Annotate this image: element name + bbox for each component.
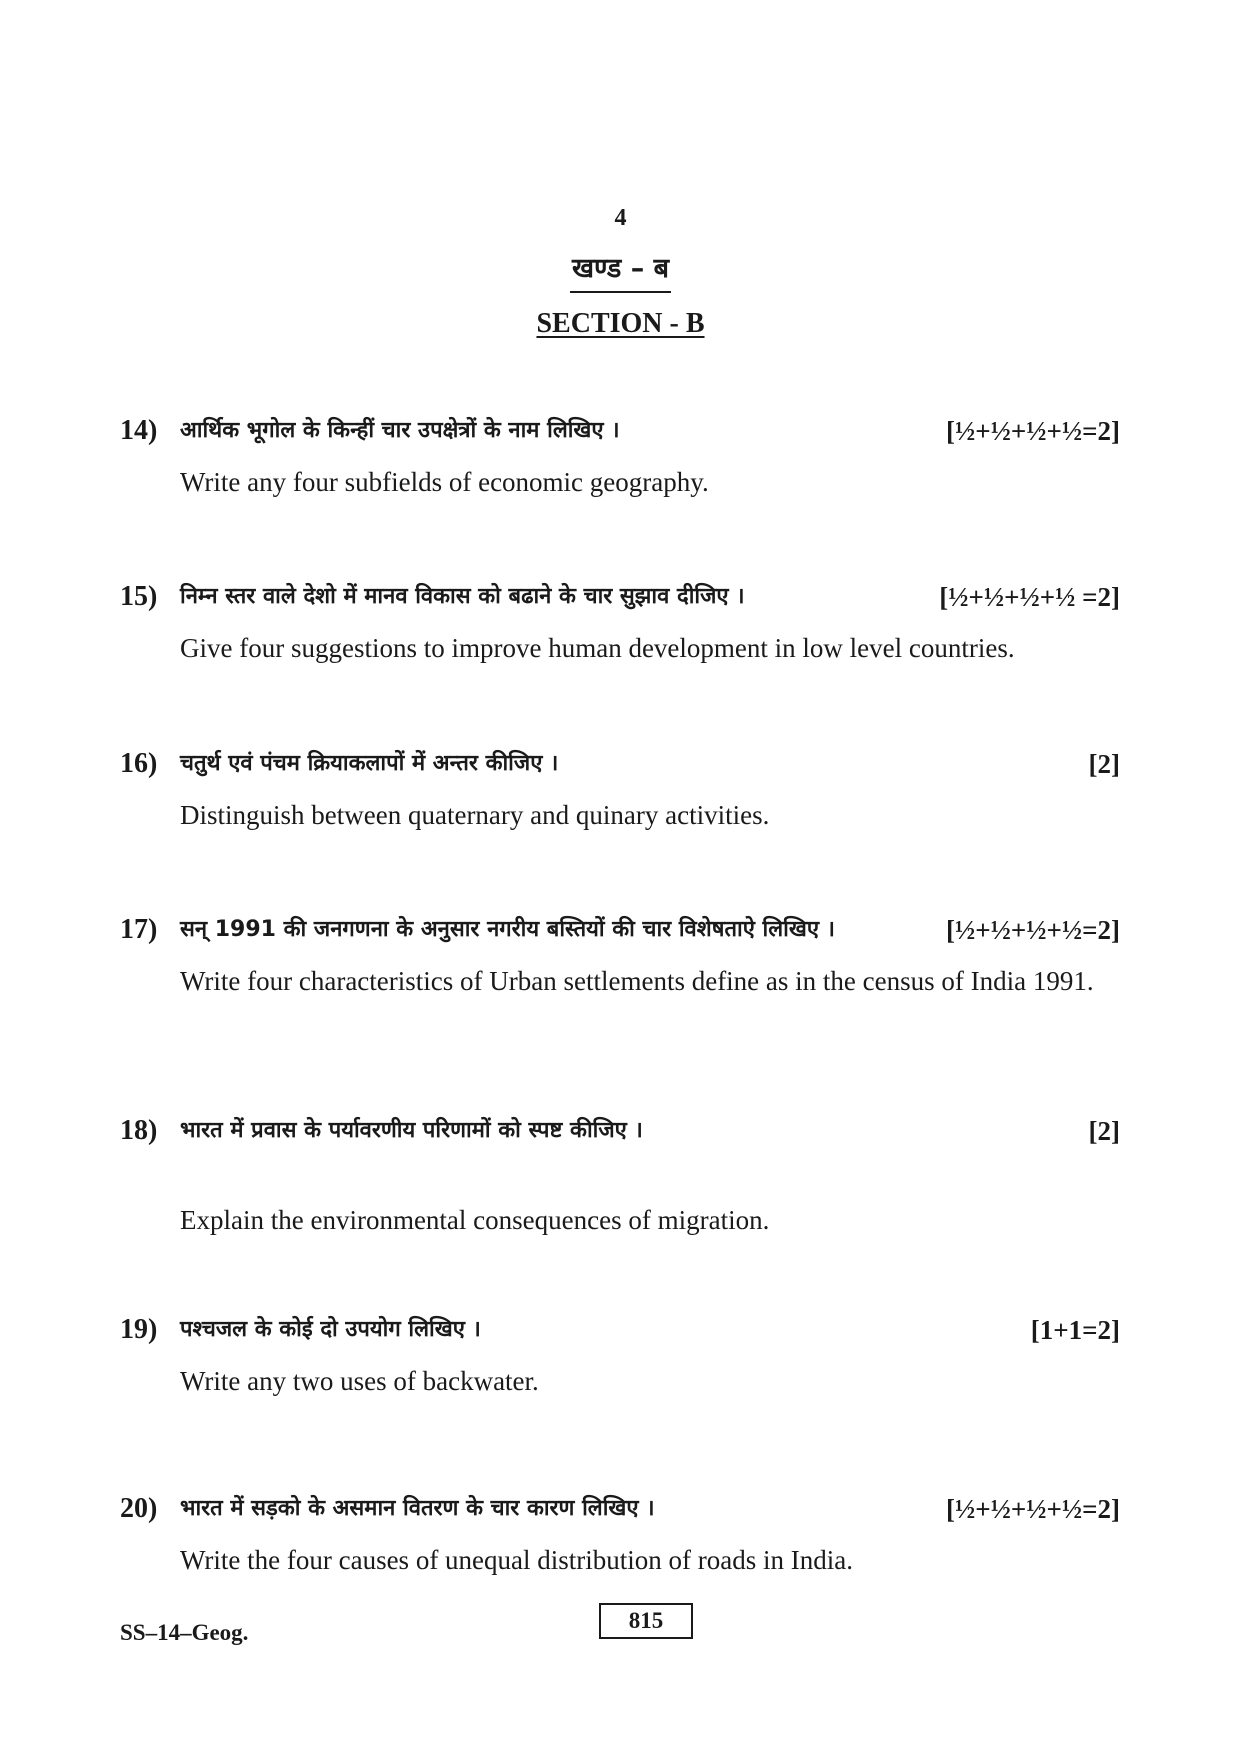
question-15 (120, 578, 1120, 666)
question-text-hindi: भारत में सड़को के असमान वितरण के चार कारण लिखिए । (180, 1496, 655, 1521)
question-14 (120, 412, 1120, 500)
question-text-hindi: सन् 1991 की जनगणना के अनुसार नगरीय बस्तियों की चार विशेषताऐ लिखिए । (180, 917, 835, 942)
question-text-hindi: निम्न स्तर वाले देशो में मानव विकास को बढाने के चार सुझाव दीजिए । (180, 584, 745, 609)
question-number: 17) (120, 914, 158, 945)
section-title-english (0, 308, 1241, 340)
question-17 (120, 911, 1120, 999)
question-18 (120, 1112, 1120, 1238)
question-text-english: Write the four causes of unequal distribution of roads in India. (180, 1545, 853, 1575)
question-text-english: Write any four subfields of economic geography. (180, 467, 709, 497)
question-marks: [2] (1088, 749, 1120, 779)
question-marks: [2] (1088, 1116, 1120, 1146)
question-hindi-row (120, 412, 1120, 450)
question-number: 20) (120, 1493, 158, 1524)
question-marks: [½+½+½+½=2] (945, 1494, 1120, 1524)
question-number: 16) (120, 748, 158, 779)
section-title-hindi-text: खण्ड – ब (570, 248, 671, 293)
question-text-english: Write any two uses of backwater. (180, 1366, 539, 1396)
question-marks: [1+1=2] (1030, 1315, 1120, 1345)
page-number: 4 (614, 205, 627, 231)
question-20 (120, 1490, 1120, 1578)
question-text-english: Give four suggestions to improve human development in low level countries. (180, 633, 1015, 663)
question-hindi-row (120, 1490, 1120, 1528)
question-16 (120, 745, 1120, 833)
question-hindi-row (120, 1112, 1120, 1150)
question-text-hindi: भारत में प्रवास के पर्यावरणीय परिणामों को स्पष्ट कीजिए । (180, 1118, 643, 1143)
question-text-hindi: पश्चजल के कोई दो उपयोग लिखिए । (180, 1317, 481, 1342)
question-number: 15) (120, 581, 158, 612)
question-text-english: Distinguish between quaternary and quinary activities. (180, 800, 770, 830)
question-marks: [½+½+½+½=2] (945, 915, 1120, 945)
section-title-hindi (0, 248, 1241, 293)
question-text-hindi: चतुर्थ एवं पंचम क्रियाकलापों में अन्तर कीजिए । (180, 751, 559, 776)
question-hindi-row (120, 1311, 1120, 1349)
question-marks: [½+½+½+½ =2] (939, 582, 1120, 612)
question-text-hindi: आर्थिक भूगोल के किन्हीं चार उपक्षेत्रों के नाम लिखिए । (180, 418, 620, 443)
question-number: 19) (120, 1314, 158, 1345)
question-number: 14) (120, 415, 158, 446)
question-text-english: Explain the environmental consequences of migration. (180, 1205, 770, 1235)
question-hindi-row (120, 745, 1120, 783)
question-text-english: Write four characteristics of Urban settlements define as in the census of India 1991. (180, 966, 1094, 996)
paper-code: SS–14–Geog. (120, 1620, 249, 1645)
question-19 (120, 1311, 1120, 1399)
question-number: 18) (120, 1115, 158, 1146)
paper-number-box: 815 (599, 1603, 693, 1639)
question-hindi-row (120, 578, 1120, 616)
question-marks: [½+½+½+½=2] (945, 416, 1120, 446)
question-hindi-row (120, 911, 1120, 949)
section-title-english-text: SECTION - B (536, 308, 705, 339)
